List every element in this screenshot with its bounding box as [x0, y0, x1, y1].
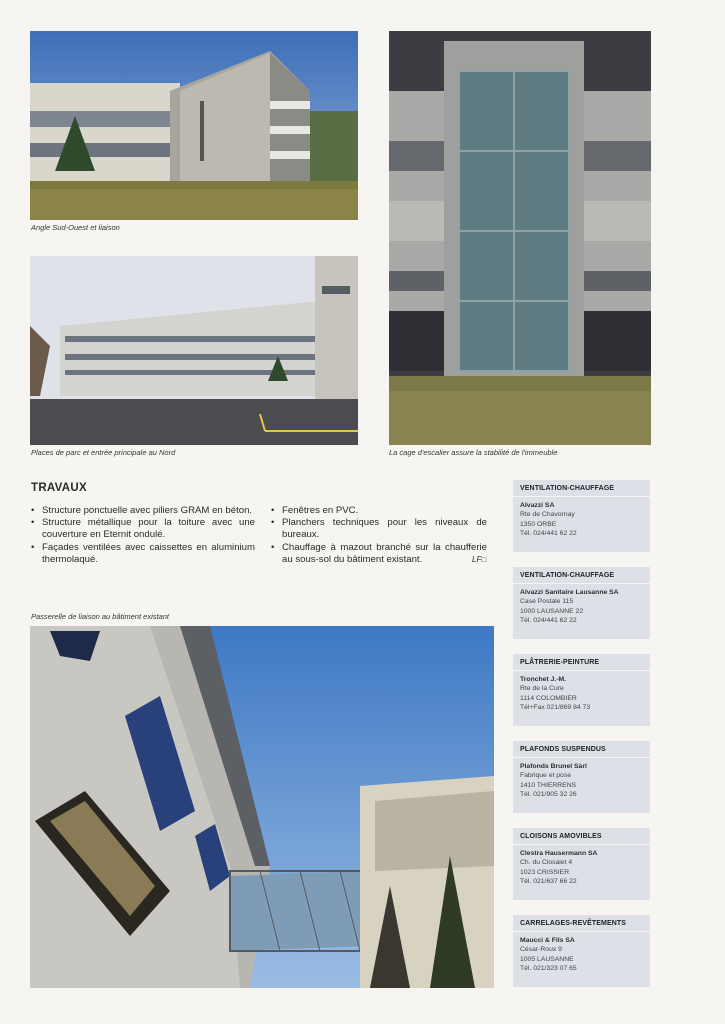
author-signature: LF□ [472, 555, 487, 564]
contractor-company: Tronchet J.-M. [520, 676, 567, 683]
contractor-phone: Tél. 021/637 66 22 [520, 878, 577, 886]
contractor-company: Alvazzi Sanitaire Lausanne SA [520, 589, 619, 596]
list-item: • Chauffage à mazout branché sur la chaufferie au sous-sol du bâtiment existant. [271, 542, 487, 566]
contractor-card [513, 741, 650, 813]
contractor-company: Alvazzi SA [520, 502, 555, 509]
divider [513, 670, 650, 671]
photo-parking-north [30, 256, 358, 445]
contractor-card [513, 915, 650, 987]
contractor-company: Clestra Hausermann SA [520, 850, 598, 857]
contractor-category: VENTILATION-CHAUFFAGE [520, 572, 615, 579]
contractor-card [513, 480, 650, 552]
photo-footbridge [30, 626, 494, 988]
caption-photo-1: Angle Sud-Ouest et liaison [31, 223, 120, 232]
contractor-phone: Tél. 021/323 07 65 [520, 965, 577, 973]
contractor-city: 1350 ORBE [520, 520, 557, 528]
contractor-category: VENTILATION-CHAUFFAGE [520, 485, 615, 492]
contractor-phone: Tél. 021/905 32 26 [520, 791, 577, 799]
divider [513, 757, 650, 758]
contractor-city: 1410 THIERRENS [520, 781, 577, 789]
contractor-category: CLOISONS AMOVIBLES [520, 833, 602, 840]
contractor-address: Rte de la Cure [520, 685, 564, 693]
contractor-phone: Tél. 024/441 62 22 [520, 530, 577, 538]
contractor-company: Maucci & Fils SA [520, 937, 575, 944]
caption-photo-3: La cage d'escalier assure la stabilité de l'immeuble [389, 448, 558, 457]
photo-staircase-tower [389, 31, 651, 445]
contractor-city: 1000 LAUSANNE 22 [520, 607, 584, 615]
contractor-company: Plafonds Brunel Sàrl [520, 763, 587, 770]
list-item: • Fenêtres en PVC. [271, 505, 487, 517]
divider [513, 583, 650, 584]
caption-photo-2: Places de parc et entrée principale au Nord [31, 448, 176, 457]
travaux-list-left [31, 505, 255, 566]
contractor-card [513, 567, 650, 639]
travaux-heading: TRAVAUX [31, 482, 87, 494]
divider [513, 844, 650, 845]
divider [513, 931, 650, 932]
list-item: • Structure ponctuelle avec piliers GRAM en béton. [31, 505, 255, 517]
list-item: • Façades ventilées avec caissettes en aluminium thermolaqué. [31, 542, 255, 566]
travaux-list-right [271, 505, 487, 566]
list-item: • Planchers techniques pour les niveaux de bureaux. [271, 517, 487, 541]
contractor-card [513, 654, 650, 726]
contractor-address: Fabrique et pose [520, 772, 572, 780]
contractor-category: CARRELAGES-REVÊTEMENTS [520, 920, 627, 927]
photo-southwest-corner [30, 31, 358, 220]
contractor-address: César-Roux 9 [520, 946, 562, 954]
contractor-phone: Tél. 024/441 62 22 [520, 617, 577, 625]
contractor-category: PLÂTRERIE-PEINTURE [520, 659, 600, 666]
list-item: • Structure métallique pour la toiture avec une couverture en Eternit ondulé. [31, 517, 255, 541]
contractor-city: 1023 CRISSIER [520, 868, 570, 876]
contractor-card [513, 828, 650, 900]
contractor-city: 1005 LAUSANNE [520, 955, 574, 963]
contractor-category: PLAFONDS SUSPENDUS [520, 746, 606, 753]
divider [513, 496, 650, 497]
contractor-phone: Tél+Fax 021/869 84 73 [520, 704, 591, 712]
contractor-address: Rte de Chavornay [520, 511, 575, 519]
contractor-address: Case Postale 115 [520, 598, 574, 606]
contractor-city: 1114 COLOMBIER [520, 694, 577, 702]
contractor-address: Ch. du Closalet 4 [520, 859, 573, 867]
caption-photo-4: Passerelle de liaison au bâtiment existant [31, 612, 169, 621]
